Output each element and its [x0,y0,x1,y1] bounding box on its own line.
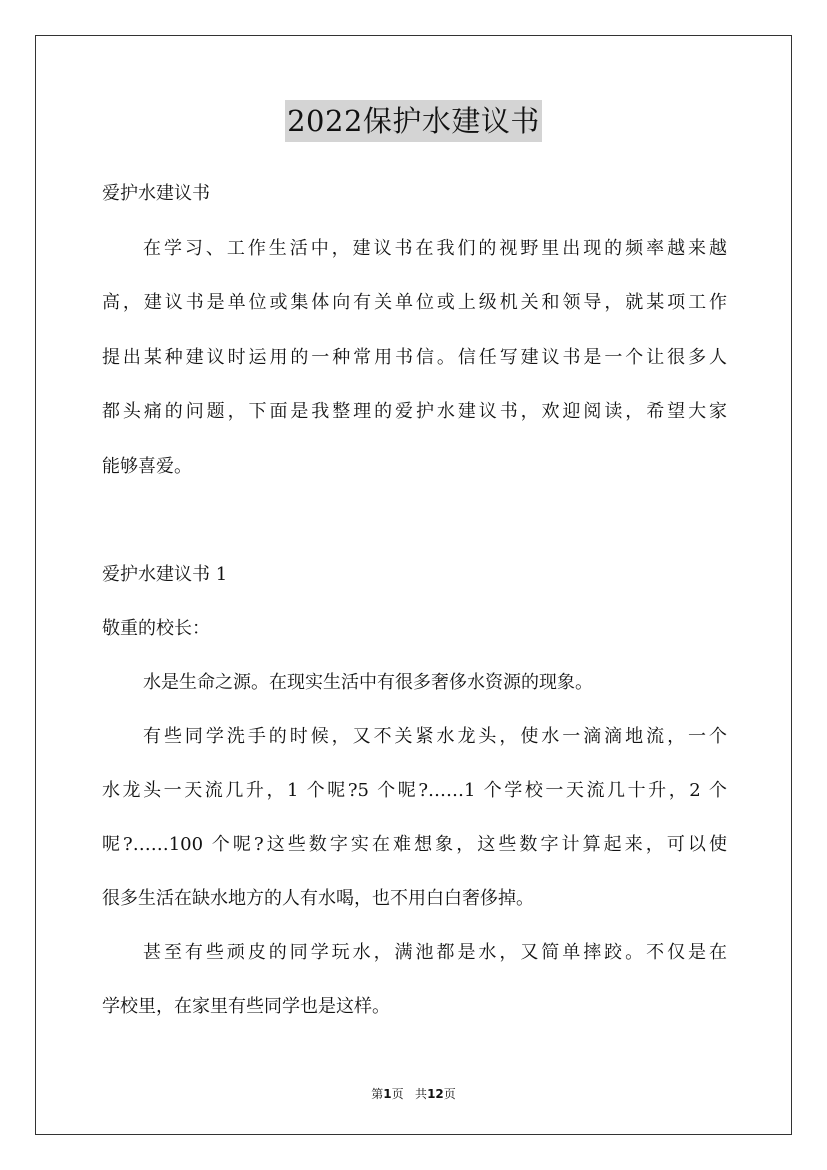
page-footer [0,1085,827,1102]
paragraph-line: 很多生活在缺水地方的人有水喝，也不用白白奢侈掉。 [102,888,534,909]
page-number: 1 [383,1087,392,1101]
page-label-pre: 第 [371,1087,384,1101]
paragraph-line: 水龙头一天流几升，1 个呢?5 个呢?……1 个学校一天流几十升，2 个 [102,780,727,801]
paragraph-line: 高，建议书是单位或集体向有关单位或上级机关和领导，就某项工作 [102,292,727,313]
paragraph-line: 都头痛的问题，下面是我整理的爱护水建议书，欢迎阅读，希望大家 [102,401,727,422]
document-title: 2022保护水建议书 [285,100,542,142]
total-label-pre: 共 [415,1087,428,1101]
total-pages: 12 [427,1087,444,1101]
paragraph-line: 学校里，在家里有些同学也是这样。 [102,996,390,1017]
page-label-mid: 页 [391,1087,404,1101]
paragraph-line: 水是生命之源。在现实生活中有很多奢侈水资源的现象。 [143,672,593,693]
paragraph-line: 在学习、工作生活中，建议书在我们的视野里出现的频率越来越 [143,238,727,259]
section-heading: 爱护水建议书 1 [102,564,228,585]
paragraph-line: 能够喜爱。 [102,456,192,477]
salutation: 敬重的校长： [102,618,210,639]
paragraph-line: 提出某种建议时运用的一种常用书信。信任写建议书是一个让很多人 [102,347,727,368]
paragraph-line: 呢?……100 个呢?这些数字实在难想象，这些数字计算起来，可以使 [102,834,727,855]
paragraph-line: 有些同学洗手的时候，又不关紧水龙头，使水一滴滴地流，一个 [143,726,727,747]
total-label-post: 页 [443,1087,456,1101]
title-container [0,100,827,142]
section-heading: 爱护水建议书 [102,183,210,204]
paragraph-line: 甚至有些顽皮的同学玩水，满池都是水，又简单摔跤。不仅是在 [143,942,727,963]
